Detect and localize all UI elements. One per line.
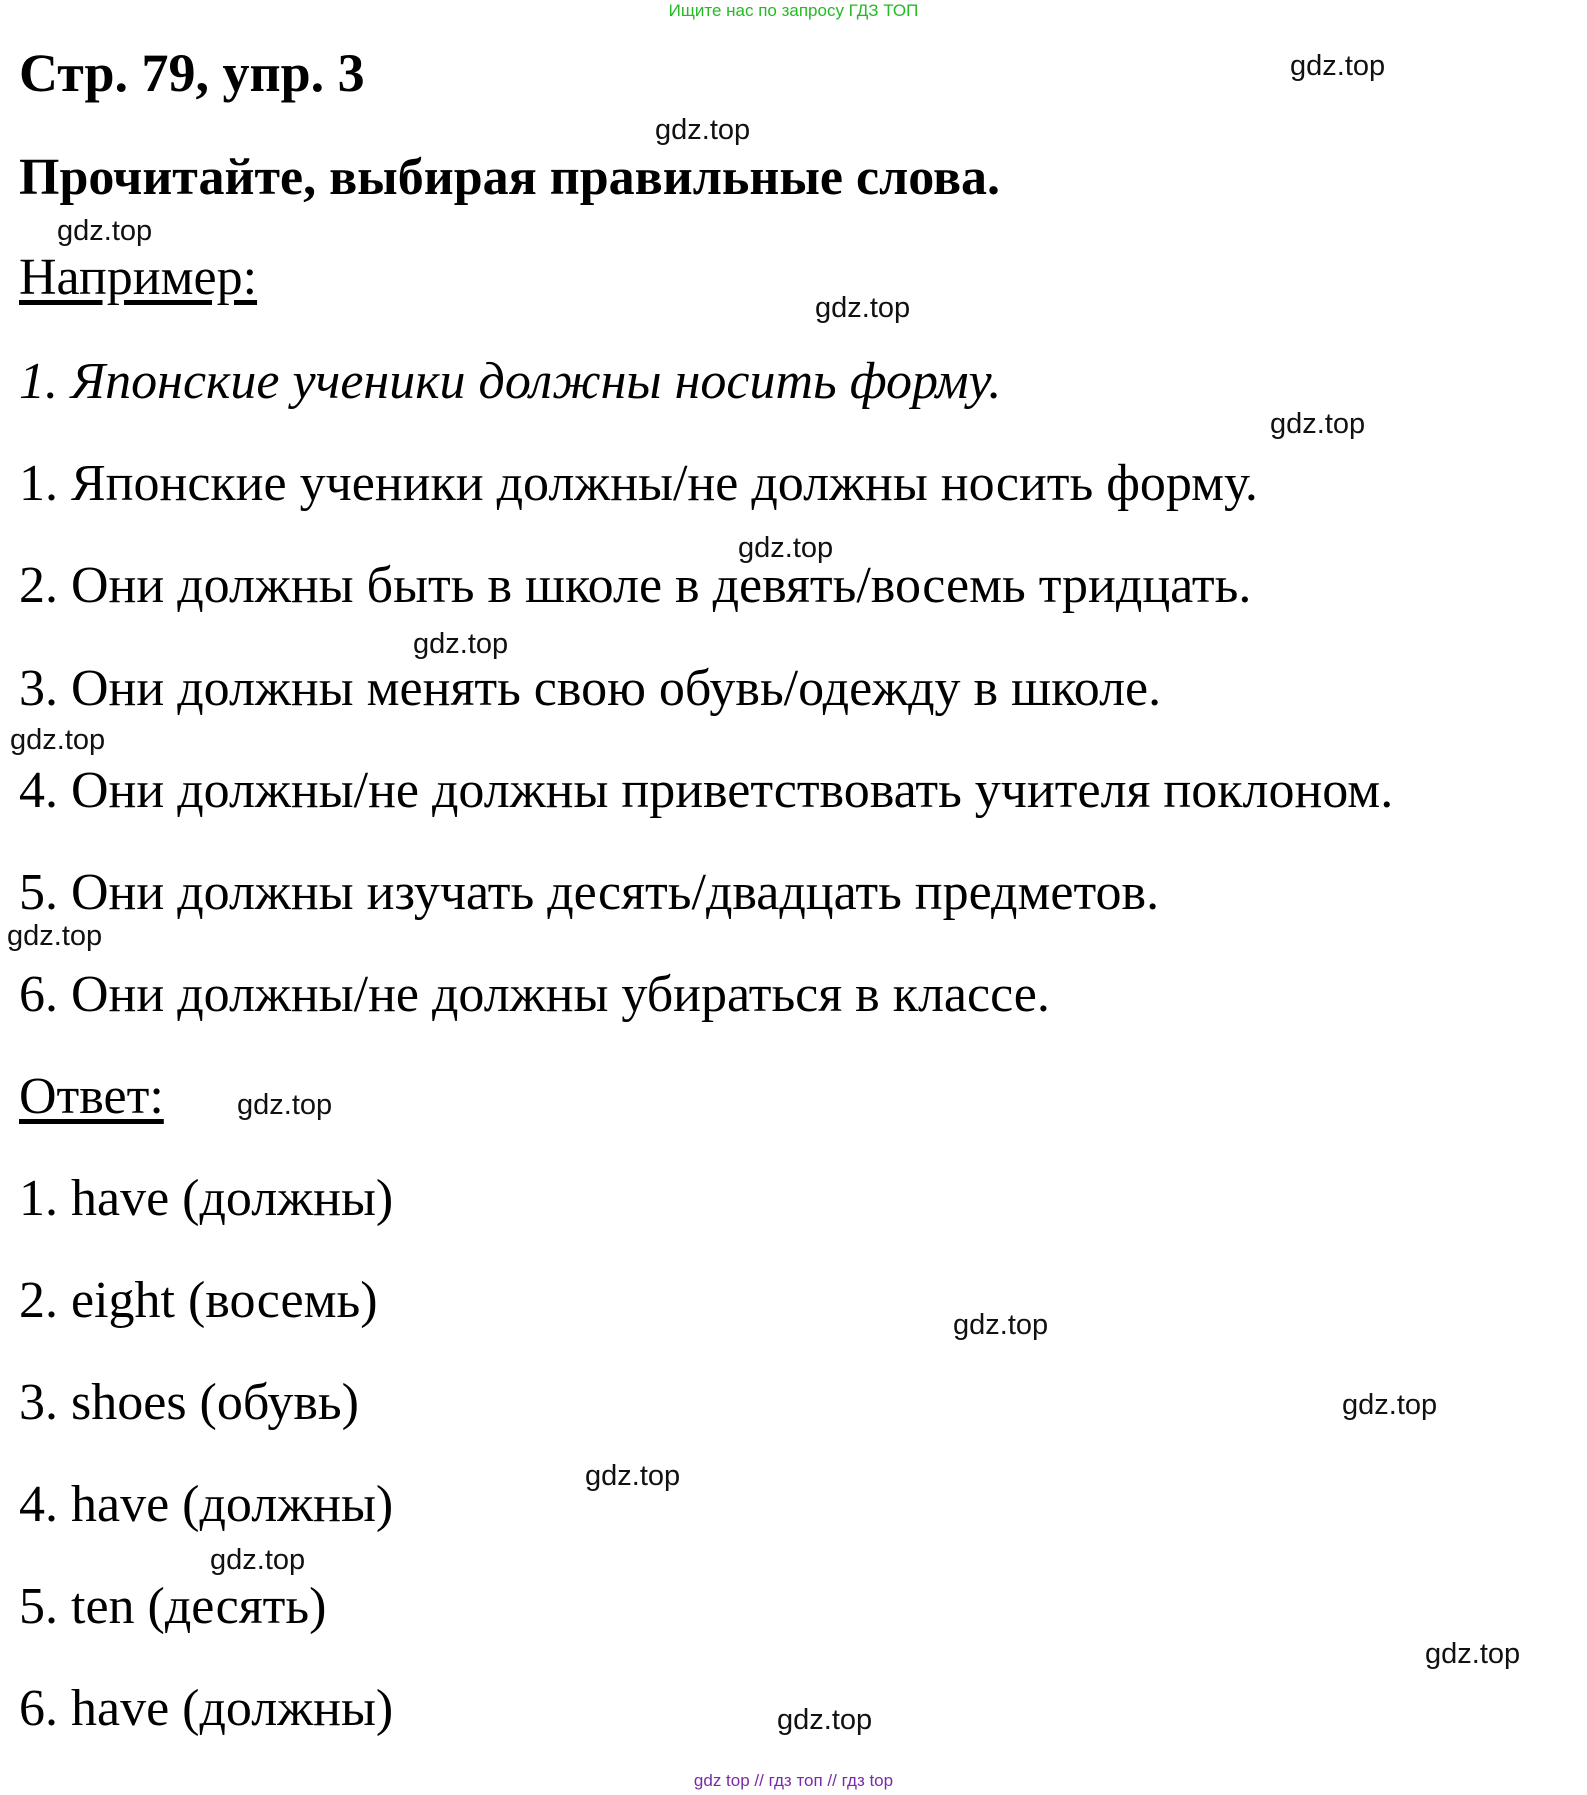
watermark: gdz.top [10, 724, 106, 756]
exercise-line-2: 2. Они должны быть в школе в девять/восемь тридцать. [19, 557, 1252, 614]
watermark: gdz.top [1425, 1638, 1521, 1670]
footer-links: gdz top // гдз топ // гдз top [693, 1771, 894, 1790]
answer-line-3: 3. shoes (обувь) [19, 1374, 359, 1431]
watermark: gdz.top [815, 292, 911, 324]
watermark: gdz.top [210, 1544, 306, 1576]
watermark: gdz.top [655, 114, 751, 146]
answer-line-1: 1. have (должны) [19, 1170, 394, 1227]
watermark: gdz.top [777, 1704, 873, 1736]
answer-label: Ответ: [19, 1068, 164, 1125]
watermark: gdz.top [7, 920, 103, 952]
exercise-line-4: 4. Они должны/не должны приветствовать учителя поклоном. [19, 762, 1394, 819]
exercise-instruction: Прочитайте, выбирая правильные слова. [19, 149, 1001, 206]
watermark: gdz.top [237, 1089, 333, 1121]
answer-line-2: 2. eight (восемь) [19, 1272, 378, 1329]
watermark: gdz.top [57, 215, 153, 247]
watermark: gdz.top [1270, 408, 1366, 440]
top-banner: Ищите нас по запросу ГДЗ ТОП [668, 1, 919, 20]
watermark: gdz.top [1290, 50, 1386, 82]
example-label: Например: [19, 249, 258, 306]
example-sentence: 1. Японские ученики должны носить форму. [19, 353, 1002, 410]
exercise-line-6: 6. Они должны/не должны убираться в классе. [19, 966, 1050, 1023]
watermark: gdz.top [413, 628, 509, 660]
page-title: Стр. 79, упр. 3 [19, 43, 365, 103]
answer-line-4: 4. have (должны) [19, 1476, 394, 1533]
answer-line-5: 5. ten (десять) [19, 1578, 327, 1635]
exercise-line-3: 3. Они должны менять свою обувь/одежду в школе. [19, 660, 1162, 717]
watermark: gdz.top [738, 532, 834, 564]
answer-line-6: 6. have (должны) [19, 1680, 394, 1737]
watermark: gdz.top [953, 1309, 1049, 1341]
exercise-line-1: 1. Японские ученики должны/не должны носить форму. [19, 455, 1258, 512]
watermark: gdz.top [1342, 1389, 1438, 1421]
exercise-line-5: 5. Они должны изучать десять/двадцать предметов. [19, 864, 1160, 921]
watermark: gdz.top [585, 1460, 681, 1492]
